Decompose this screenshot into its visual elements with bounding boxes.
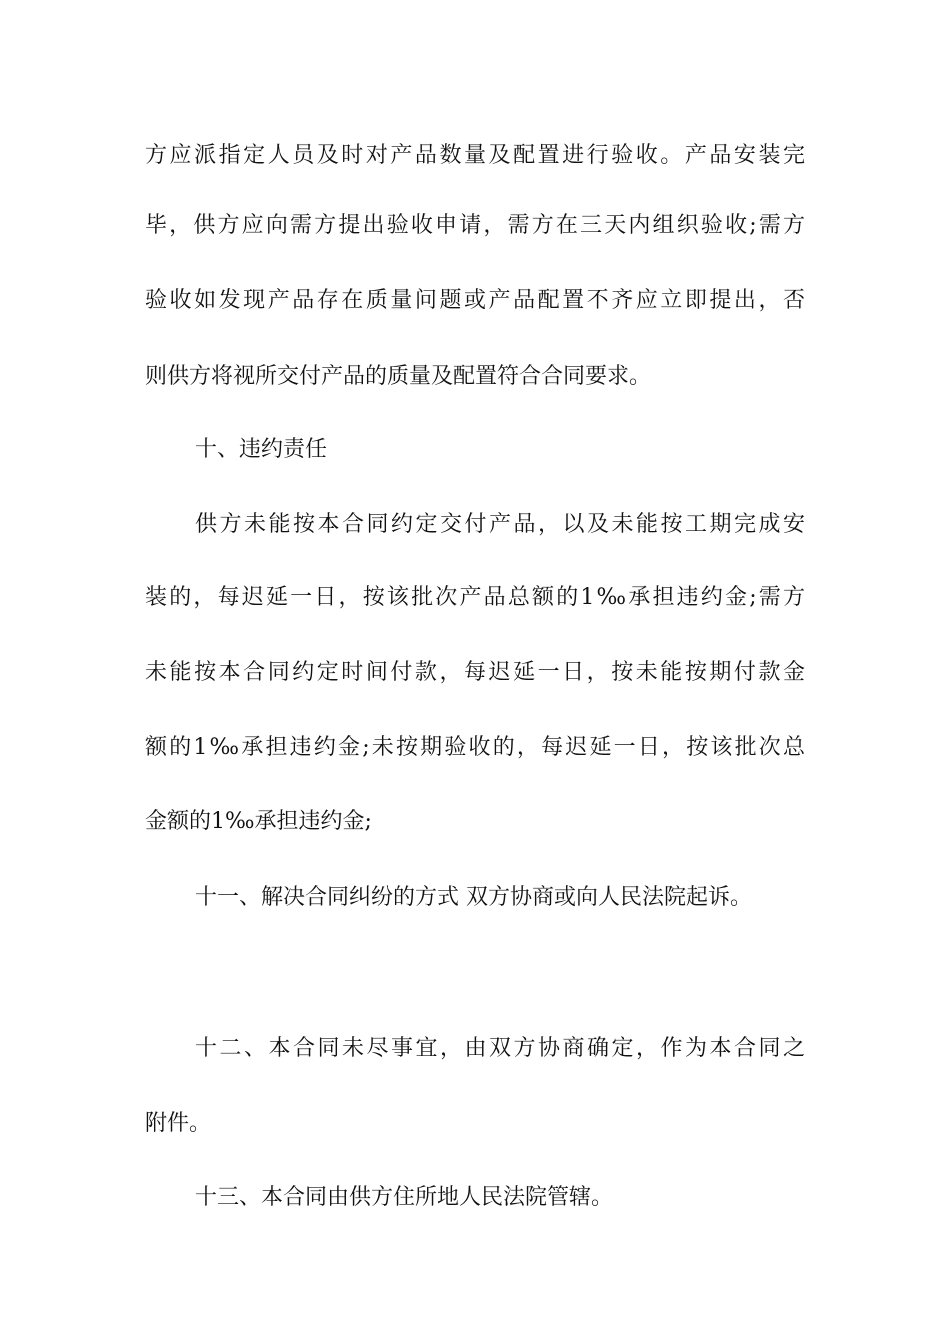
- acceptance-line-2: 毕，供方应向需方提出验收申请，需方在三天内组织验收;需方: [145, 213, 805, 238]
- section-10-line-3: 未能按本合同约定时间付款，每迟延一日，按未能按期付款金: [145, 660, 805, 685]
- section-10-line-5: 金额的1‰承担违约金;: [145, 809, 372, 834]
- section-10-line-1: 供方未能按本合同约定交付产品，以及未能按工期完成安: [195, 512, 805, 537]
- section-12-line-2: 附件。: [145, 1111, 212, 1136]
- section-10-heading: 十、违约责任: [195, 437, 328, 462]
- acceptance-line-3: 验收如发现产品存在质量问题或产品配置不齐应立即提出，否: [145, 288, 805, 313]
- section-11-text: 十一、解决合同纠纷的方式 双方协商或向人民法院起诉。: [195, 885, 752, 910]
- section-12-line-1: 十二、本合同未尽事宜，由双方协商确定，作为本合同之: [195, 1036, 805, 1061]
- acceptance-line-4: 则供方将视所交付产品的质量及配置符合合同要求。: [145, 364, 652, 389]
- section-13-text: 十三、本合同由供方住所地人民法院管辖。: [195, 1185, 614, 1210]
- section-10-line-4: 额的1‰承担违约金;未按期验收的，每迟延一日，按该批次总: [145, 735, 805, 760]
- section-10-line-2: 装的，每迟延一日，按该批次产品总额的1‰承担违约金;需方: [145, 585, 805, 610]
- acceptance-line-1: 方应派指定人员及时对产品数量及配置进行验收。产品安装完: [145, 143, 805, 168]
